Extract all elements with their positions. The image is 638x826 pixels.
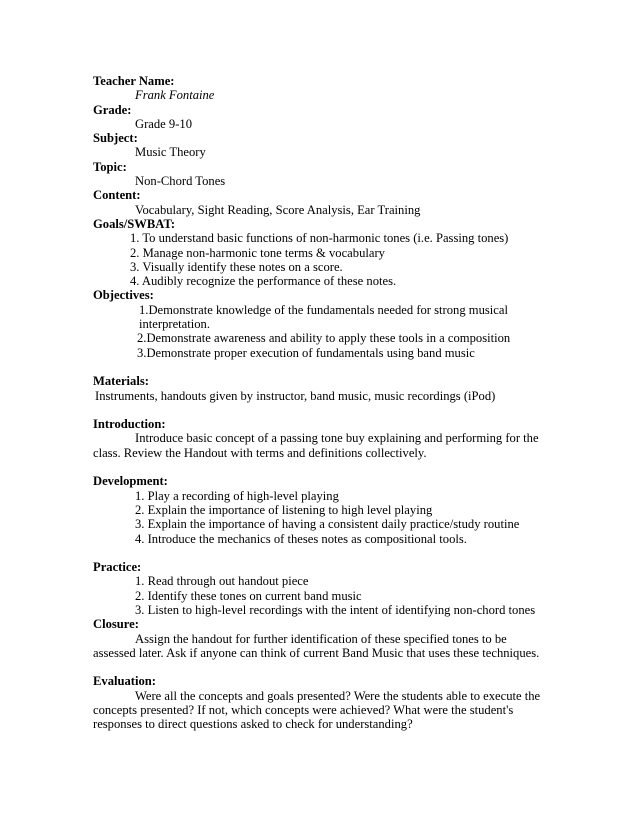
practice-item: 2. Identify these tones on current band music bbox=[135, 588, 362, 603]
evaluation-text: Were all the concepts and goals presented? Were the students able to execute the concepts presented? If not, which concepts were achieved? What were the student's responses to direct questions asked to check for understanding? bbox=[93, 688, 541, 732]
goal-item: 3. Visually identify these notes on a score. bbox=[130, 259, 343, 274]
goals-label: Goals/SWBAT: bbox=[93, 216, 176, 231]
topic-value: Non-Chord Tones bbox=[135, 174, 226, 189]
subject-label: Subject: bbox=[93, 131, 138, 146]
introduction-label: Introduction: bbox=[93, 417, 166, 432]
development-list bbox=[93, 489, 543, 546]
subject-value: Music Theory bbox=[135, 145, 206, 160]
development-label: Development: bbox=[93, 474, 168, 489]
closure-text: Assign the handout for further identification of these specified tones to be assessed later. Ask if anyone can think of current Band Music that uses these techniques. bbox=[93, 631, 540, 660]
materials-value: Instruments, handouts given by instructor, band music, music recordings (iPod) bbox=[95, 388, 496, 403]
content-label: Content: bbox=[93, 188, 141, 203]
development-item: 4. Introduce the mechanics of theses notes as compositional tools. bbox=[135, 531, 467, 546]
grade-label: Grade: bbox=[93, 102, 132, 117]
objective-item: 2.Demonstrate awareness and ability to apply these tools in a composition bbox=[137, 331, 511, 346]
development-item: 3. Explain the importance of having a consistent daily practice/study routine bbox=[135, 517, 520, 532]
objective-item: 3.Demonstrate proper execution of fundamentals using band music bbox=[137, 345, 475, 360]
goal-item: 1. To understand basic functions of non-harmonic tones (i.e. Passing tones) bbox=[130, 231, 509, 246]
practice-list bbox=[93, 574, 543, 617]
teacher-value: Frank Fontaine bbox=[135, 88, 215, 103]
practice-item: 1. Read through out handout piece bbox=[135, 574, 309, 589]
development-item: 2. Explain the importance of listening to high level playing bbox=[135, 502, 433, 517]
objective-item-continuation: interpretation. bbox=[139, 317, 210, 332]
materials-label: Materials: bbox=[93, 374, 149, 389]
topic-label: Topic: bbox=[93, 159, 127, 174]
introduction-text: Introduce basic concept of a passing tone buy explaining and performing for the class. Review the Handout with terms and definitions collectively. bbox=[93, 431, 539, 460]
practice-item: 3. Listen to high-level recordings with the intent of identifying non-chord tones bbox=[135, 602, 536, 617]
content-value: Vocabulary, Sight Reading, Score Analysis, Ear Training bbox=[135, 202, 421, 217]
objectives-list bbox=[93, 303, 543, 360]
objective-item: 1.Demonstrate knowledge of the fundamentals needed for strong musical bbox=[139, 302, 508, 317]
teacher-label: Teacher Name: bbox=[93, 74, 175, 88]
goal-item: 2. Manage non-harmonic tone terms & vocabulary bbox=[130, 245, 385, 260]
lesson-plan-document bbox=[93, 74, 543, 732]
practice-label: Practice: bbox=[93, 560, 142, 575]
objectives-label: Objectives: bbox=[93, 288, 154, 303]
goals-list bbox=[93, 231, 543, 288]
grade-value: Grade 9-10 bbox=[135, 116, 192, 131]
development-item: 1. Play a recording of high-level playing bbox=[135, 488, 339, 503]
closure-label: Closure: bbox=[93, 617, 139, 632]
goal-item: 4. Audibly recognize the performance of these notes. bbox=[130, 274, 397, 289]
evaluation-label: Evaluation: bbox=[93, 674, 156, 689]
